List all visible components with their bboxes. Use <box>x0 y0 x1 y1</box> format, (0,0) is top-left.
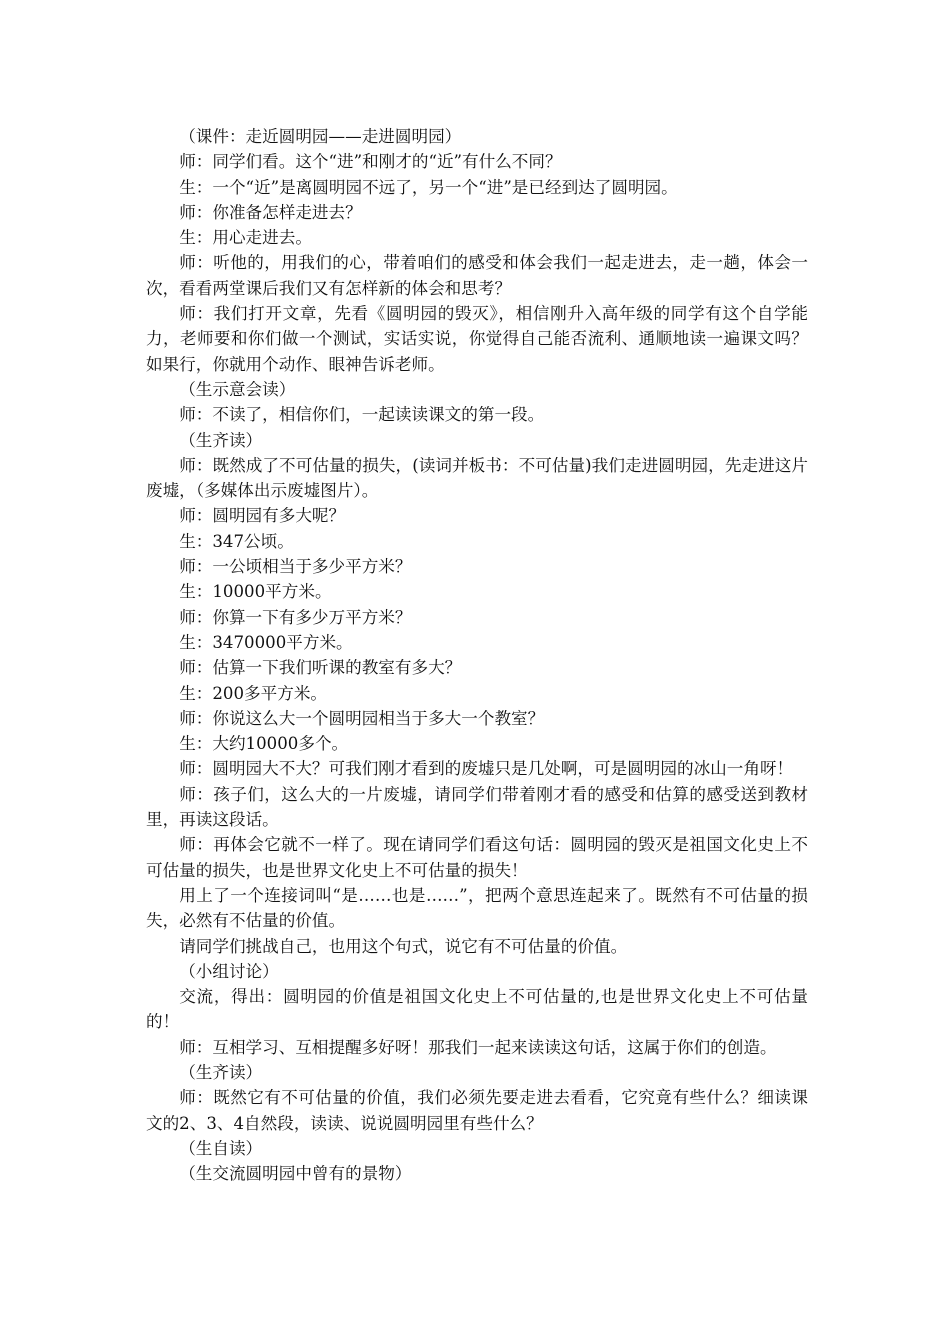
paragraph-14: 师：一公顷相当于多少平方米？ <box>179 557 412 577</box>
paragraph-10: （生齐读） <box>179 430 263 450</box>
paragraph-20: 师：你说这么大一个圆明园相当于多大一个教室？ <box>179 708 545 728</box>
paragraph-11: 师：既然成了不可估量的损失，(读词并板书：不可估量)我们走进圆明园，先走进这片废墟，（多媒体出示废墟图片）。 <box>146 455 808 501</box>
paragraph-5: 生：用心走进去。 <box>179 228 312 248</box>
paragraph-32: （生自读） <box>179 1138 263 1158</box>
paragraph-21: 生：大约10000多个。 <box>179 734 349 754</box>
paragraph-25: 用上了一个连接词叫“是……也是……”，把两个意思连起来了。既然有不可估量的损失，必然有不估量的价值。 <box>146 885 808 931</box>
paragraph-16: 师：你算一下有多少万平方米？ <box>179 607 412 627</box>
paragraph-31: 师：既然它有不可估量的价值，我们必须先要走进去看看，它究竟有些什么？细读课文的2、3、4自然段，读读、说说圆明园里有些什么？ <box>146 1088 808 1133</box>
paragraph-30: （生齐读） <box>179 1062 263 1082</box>
paragraph-1: （课件：走近圆明园——走进圆明园） <box>179 127 462 146</box>
paragraph-19: 生：200多平方米。 <box>179 683 328 703</box>
paragraph-27: （小组讨论） <box>179 961 279 981</box>
document-page <box>146 124 808 1186</box>
paragraph-33: （生交流圆明园中曾有的景物） <box>179 1164 412 1184</box>
paragraph-9: 师：不读了，相信你们，一起读读课文的第一段。 <box>179 405 545 425</box>
paragraph-12: 师：圆明园有多大呢？ <box>179 506 346 526</box>
paragraph-4: 师：你准备怎样走进去？ <box>179 202 362 222</box>
paragraph-15: 生：10000平方米。 <box>179 582 332 602</box>
paragraph-22: 师：圆明园大不大？可我们刚才看到的废墟只是几处啊，可是圆明园的冰山一角呀！ <box>179 759 794 779</box>
paragraph-18: 师：估算一下我们听课的教室有多大？ <box>179 658 462 678</box>
paragraph-7: 师：我们打开文章，先看《圆明园的毁灭》，相信刚升入高年级的同学有这个自学能力，老师要和你们做一个测试，实话实说，你觉得自己能否流利、通顺地读一遍课文吗？如果行，你就用个动作、眼神告诉老师。 <box>146 304 808 374</box>
paragraph-26: 请同学们挑战自己，也用这个句式，说它有不可估量的价值。 <box>179 936 628 956</box>
paragraph-3: 生：一个“近”是离圆明园不远了，另一个“进”是已经到达了圆明园。 <box>179 177 678 197</box>
paragraph-8: （生示意会读） <box>179 379 296 399</box>
paragraph-17: 生：3470000平方米。 <box>179 632 353 652</box>
paragraph-2: 师：同学们看。这个“进”和刚才的“近”有什么不同？ <box>179 152 562 172</box>
paragraph-24: 师：再体会它就不一样了。现在请同学们看这句话：圆明园的毁灭是祖国文化史上不可估量的损失，也是世界文化史上不可估量的损失！ <box>146 835 808 880</box>
paragraph-23: 师：孩子们，这么大的一片废墟，请同学们带着刚才看的感受和估算的感受送到教材里，再读这段话。 <box>146 784 808 830</box>
paragraph-6: 师：听他的，用我们的心，带着咱们的感受和体会我们一起走进去，走一趟，体会一次，看看两堂课后我们又有怎样新的体会和思考？ <box>146 253 808 298</box>
paragraph-13: 生：347公顷。 <box>179 531 294 551</box>
paragraph-28: 交流，得出：圆明园的价值是祖国文化史上不可估量的,也是世界文化史上不可估量的！ <box>146 987 808 1032</box>
paragraph-29: 师：互相学习、互相提醒多好呀！那我们一起来读读这句话，这属于你们的创造。 <box>179 1037 777 1057</box>
